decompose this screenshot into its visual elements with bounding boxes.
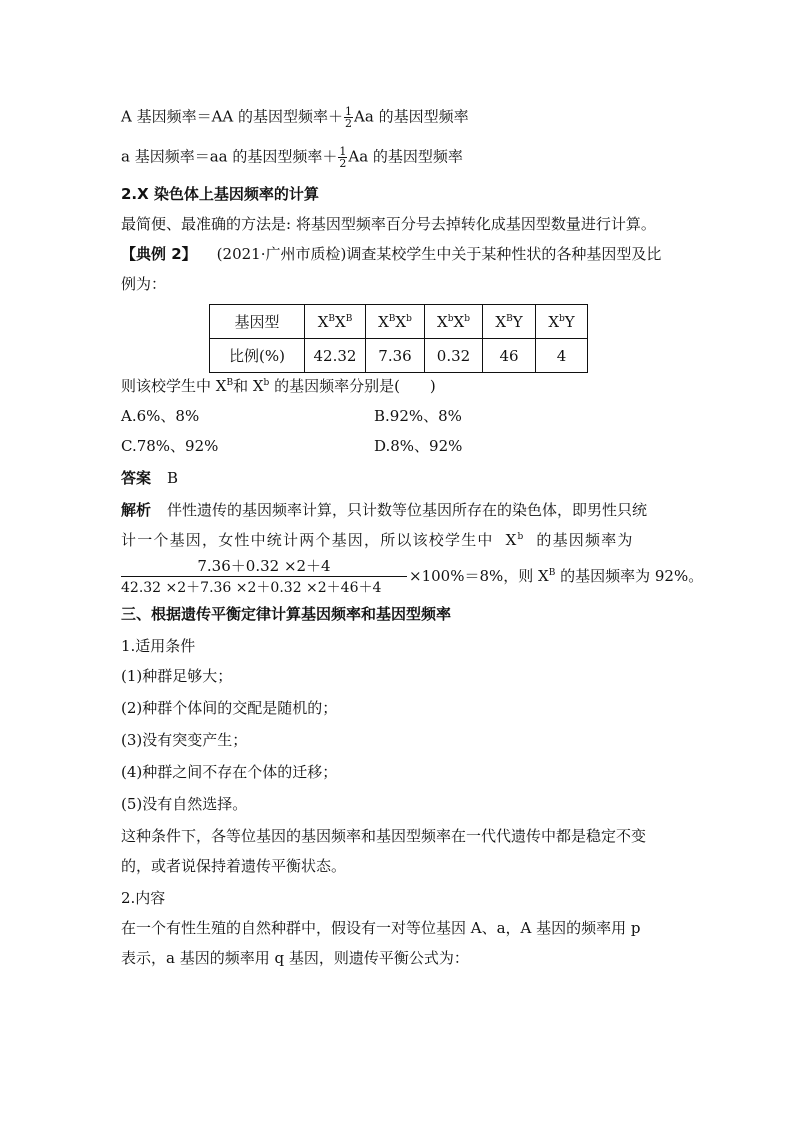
option-d: D.8%、92% (374, 437, 463, 455)
genotype-cell: $X^BX^b$ (366, 305, 425, 339)
option-b: B.92%、8% (374, 407, 462, 425)
fraction-half: $\frac{1}{2}$ (345, 105, 353, 130)
fraction-half: $\frac{1}{2}$ (339, 145, 347, 170)
section2-title: 2.X 染色体上基因频率的计算 (121, 185, 319, 203)
table-row (210, 305, 588, 339)
genotype-cell: $X^BX^B$ (305, 305, 366, 339)
fraction-denominator: 42.32 ×2＋7.36 ×2＋0.32 ×2＋46＋4 (121, 580, 382, 596)
content-line2: 表示，a 基因的频率用 q 基因，则遗传平衡公式为： (121, 949, 469, 967)
condition-2: (2)种群个体间的交配是随机的； (121, 699, 338, 717)
answer-value: B (167, 469, 179, 487)
condition-3: (3)没有突变产生； (121, 731, 248, 749)
condition-1: (1)种群足够大； (121, 667, 233, 685)
table-cell: 46 (483, 339, 536, 373)
formula-a: a 基因频率＝aa 的基因型频率＋ $\frac{1}{2}$ Aa 的基因型频率 (121, 145, 463, 170)
analysis-line2: 计一个基因，女性中统计两个基因，所以该校学生中 $X^b$ 的基因频率为 (121, 531, 634, 549)
conclusion-line1: 这种条件下，各等位基因的基因频率和基因型频率在一代代遗传中都是稳定不变 (121, 827, 647, 845)
analysis-fraction (121, 556, 407, 597)
question: 则该校学生中 $X^B$和 $X^b$ 的基因频率分别是( ) (121, 377, 436, 395)
answer (121, 468, 178, 488)
example-source: (2021·广州市质检) (216, 245, 347, 263)
analysis-result: ×100%＝8%，则 $X^B$ 的基因频率为 92%。 (409, 567, 704, 585)
answer-label: 答案 (121, 469, 152, 487)
condition-4: (4)种群之间不存在个体的迁移； (121, 763, 338, 781)
conclusion-line2: 的，或者说保持着遗传平衡状态。 (121, 857, 347, 875)
example-line1: 【典例 2】 (2021·广州市质检)调查某校学生中关于某种性状的各种基因型及比 (121, 245, 662, 263)
analysis-line1: 解析 伴性遗传的基因频率计算，只计数等位基因所存在的染色体，即男性只统 (121, 501, 648, 519)
genotype-cell: $X^bX^b$ (425, 305, 483, 339)
genotype-cell: $X^BY$ (483, 305, 536, 339)
section2-text: 最简便、最准确的方法是: 将基因型频率百分号去掉转化成基因型数量进行计算。 (121, 215, 656, 233)
content-line1: 在一个有性生殖的自然种群中，假设有一对等位基因 A、a，A 基因的频率用 p (121, 919, 641, 937)
table-row-label: 比例(%) (210, 339, 305, 373)
section3-title: 三、根据遗传平衡定律计算基因频率和基因型频率 (121, 605, 452, 623)
example-tag: 【典例 2】 (121, 245, 197, 263)
example-line2: 例为： (121, 275, 167, 293)
genotype-table (209, 304, 588, 373)
sub1-title: 1.适用条件 (121, 637, 196, 655)
option-c: C.78%、92% (121, 437, 219, 455)
condition-5: (5)没有自然选择。 (121, 795, 248, 813)
table-header-cell: 基因型 (210, 305, 305, 339)
table-cell: 0.32 (425, 339, 483, 373)
formula-A: A 基因频率＝AA 的基因型频率＋ $\frac{1}{2}$ Aa 的基因型频率 (121, 105, 469, 130)
fraction-numerator: 7.36＋0.32 ×2＋4 (197, 557, 331, 575)
sub2-title: 2.内容 (121, 889, 166, 907)
option-a: A.6%、8% (121, 407, 200, 425)
analysis-label: 解析 (121, 501, 152, 519)
table-cell: 42.32 (305, 339, 366, 373)
table-cell: 7.36 (366, 339, 425, 373)
table-row (210, 339, 588, 373)
table-cell: 4 (536, 339, 588, 373)
genotype-cell: $X^bY$ (536, 305, 588, 339)
